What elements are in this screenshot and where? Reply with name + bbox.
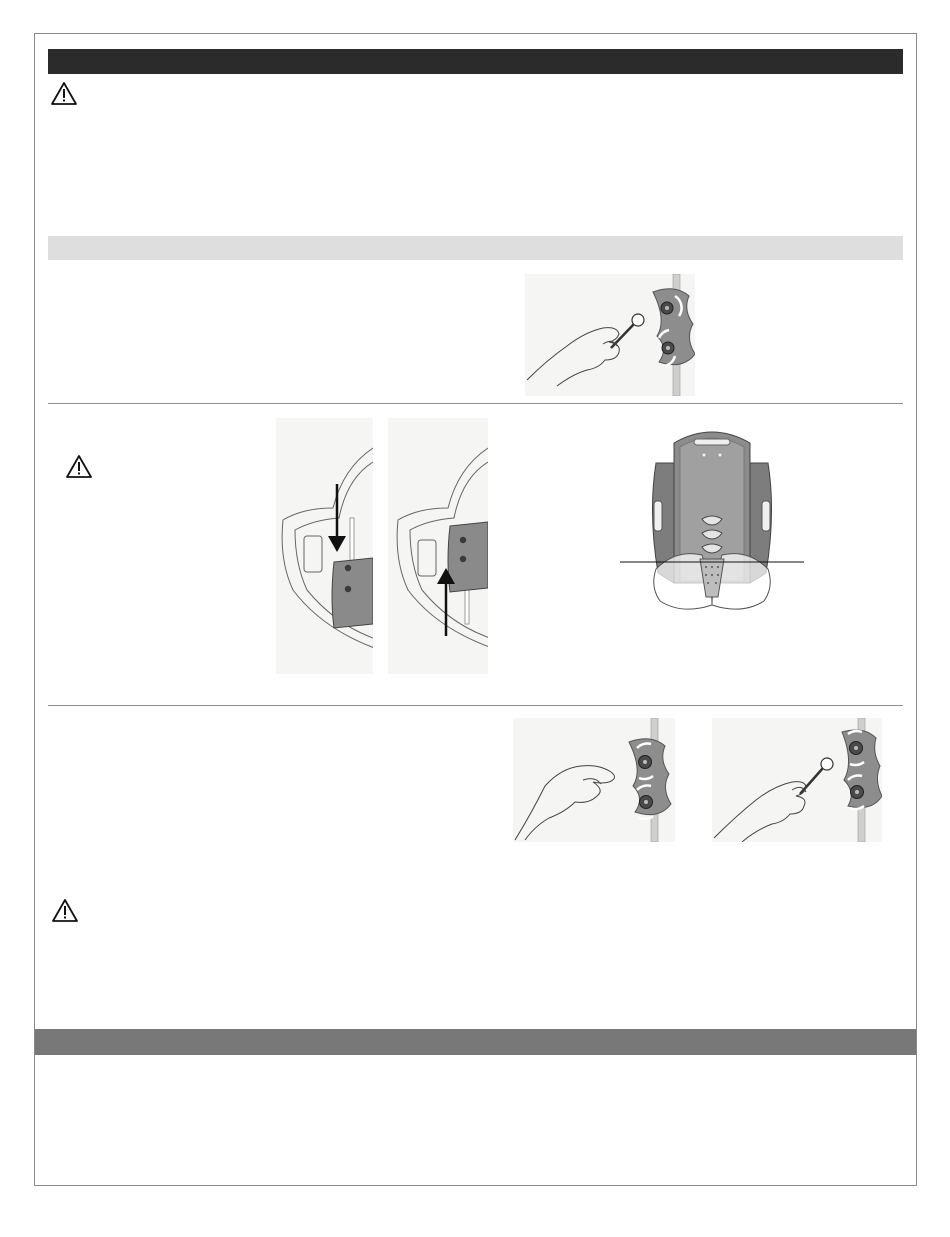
section-header-bar-3 — [35, 1029, 916, 1055]
warning-triangle-icon — [50, 81, 78, 107]
figure-brace-slide-up — [388, 418, 488, 674]
section-divider-2 — [48, 705, 903, 706]
figure-brace-back-view — [616, 423, 808, 615]
warning-triangle-icon — [65, 454, 93, 480]
section-divider-1 — [48, 403, 903, 404]
warning-triangle-icon — [51, 898, 79, 924]
section-header-bar-2 — [48, 236, 903, 260]
figure-brace-slide-down — [276, 418, 373, 674]
figure-hand-turn-hinge — [513, 718, 675, 842]
figure-hand-wrench-hinge-2 — [712, 718, 882, 842]
section-header-bar-1 — [48, 49, 903, 74]
figure-hand-wrench-hinge-1 — [525, 274, 695, 396]
